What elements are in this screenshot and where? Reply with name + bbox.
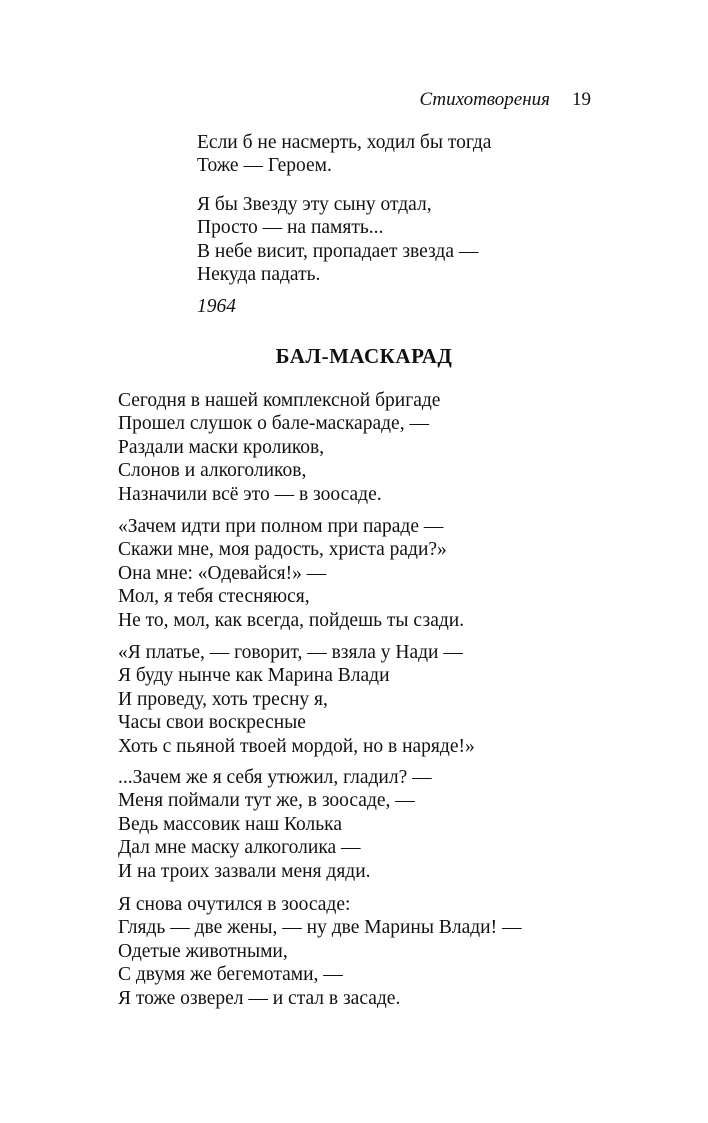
- poem-date: 1964: [197, 296, 236, 317]
- poem-line: Я тоже озверел — и стал в засаде.: [118, 987, 401, 1009]
- poem-line: Если б не насмерть, ходил бы тогда: [197, 132, 492, 153]
- poem-line: Мол, я тебя стесняюся,: [118, 586, 310, 608]
- poem-line: Некуда падать.: [197, 264, 321, 286]
- poem-line: Тоже — Героем.: [197, 155, 332, 177]
- stanza-4: [118, 766, 432, 883]
- poem-line: Хоть с пьяной твоей мордой, но в наряде!»: [118, 735, 475, 757]
- poem-line: «Зачем идти при полном при параде —: [118, 516, 444, 537]
- prev-stanza-1: [197, 131, 491, 178]
- poem-line: И проведу, хоть тресну я,: [118, 688, 328, 710]
- poem-line: Дал мне маску алкоголика —: [118, 837, 361, 859]
- poem-line: Сегодня в нашей комплексной бригаде: [118, 390, 441, 411]
- poem-line: «Я платье, — говорит, — взяла у Нади —: [118, 642, 463, 663]
- poem-line: ...Зачем же я себя утюжил, гладил? —: [118, 767, 432, 788]
- poem-line: Ведь массовик наш Колька: [118, 813, 342, 835]
- stanza-3: [118, 641, 475, 758]
- poem-line: Глядь — две жены, — ну две Марины Влади! —: [118, 917, 522, 939]
- poem-line: Меня поймали тут же, в зоосаде, —: [118, 790, 415, 812]
- poem-line: Она мне: «Одевайся!» —: [118, 562, 327, 584]
- poem-line: Просто — на память...: [197, 217, 384, 239]
- poem-line: Раздали маски кроликов,: [118, 436, 325, 458]
- poem-line: Я буду нынче как Марина Влади: [118, 665, 390, 687]
- poem-line: Я бы Звезду эту сыну отдал,: [197, 194, 432, 215]
- poem-line: Прошел слушок о бале-маскараде, —: [118, 413, 429, 435]
- poem-line: Я снова очутился в зоосаде:: [118, 894, 351, 915]
- stanza-2: [118, 515, 464, 632]
- poem-line: Скажи мне, моя радость, христа ради?»: [118, 539, 447, 561]
- running-header: [419, 88, 591, 112]
- stanza-5: [118, 893, 521, 1010]
- poem-line: Назначили всё это — в зоосаде.: [118, 483, 382, 505]
- section-title: Стихотворения: [419, 89, 550, 110]
- poem-line: Не то, мол, как всегда, пойдешь ты сзади.: [118, 609, 465, 631]
- poem-title: БАЛ-МАСКАРАД: [275, 344, 453, 368]
- prev-stanza-2: [197, 193, 478, 287]
- poem-line: С двумя же бегемотами, —: [118, 964, 343, 986]
- poem-line: В небе висит, пропадает звезда —: [197, 240, 479, 262]
- poem-line: Одетые животными,: [118, 940, 288, 962]
- page-number: 19: [572, 89, 591, 110]
- poem-line: Часы свои воскресные: [118, 712, 306, 734]
- poem-line: Слонов и алкоголиков,: [118, 460, 307, 482]
- stanza-1: [118, 389, 440, 506]
- poem-line: И на троих зазвали меня дяди.: [118, 860, 371, 882]
